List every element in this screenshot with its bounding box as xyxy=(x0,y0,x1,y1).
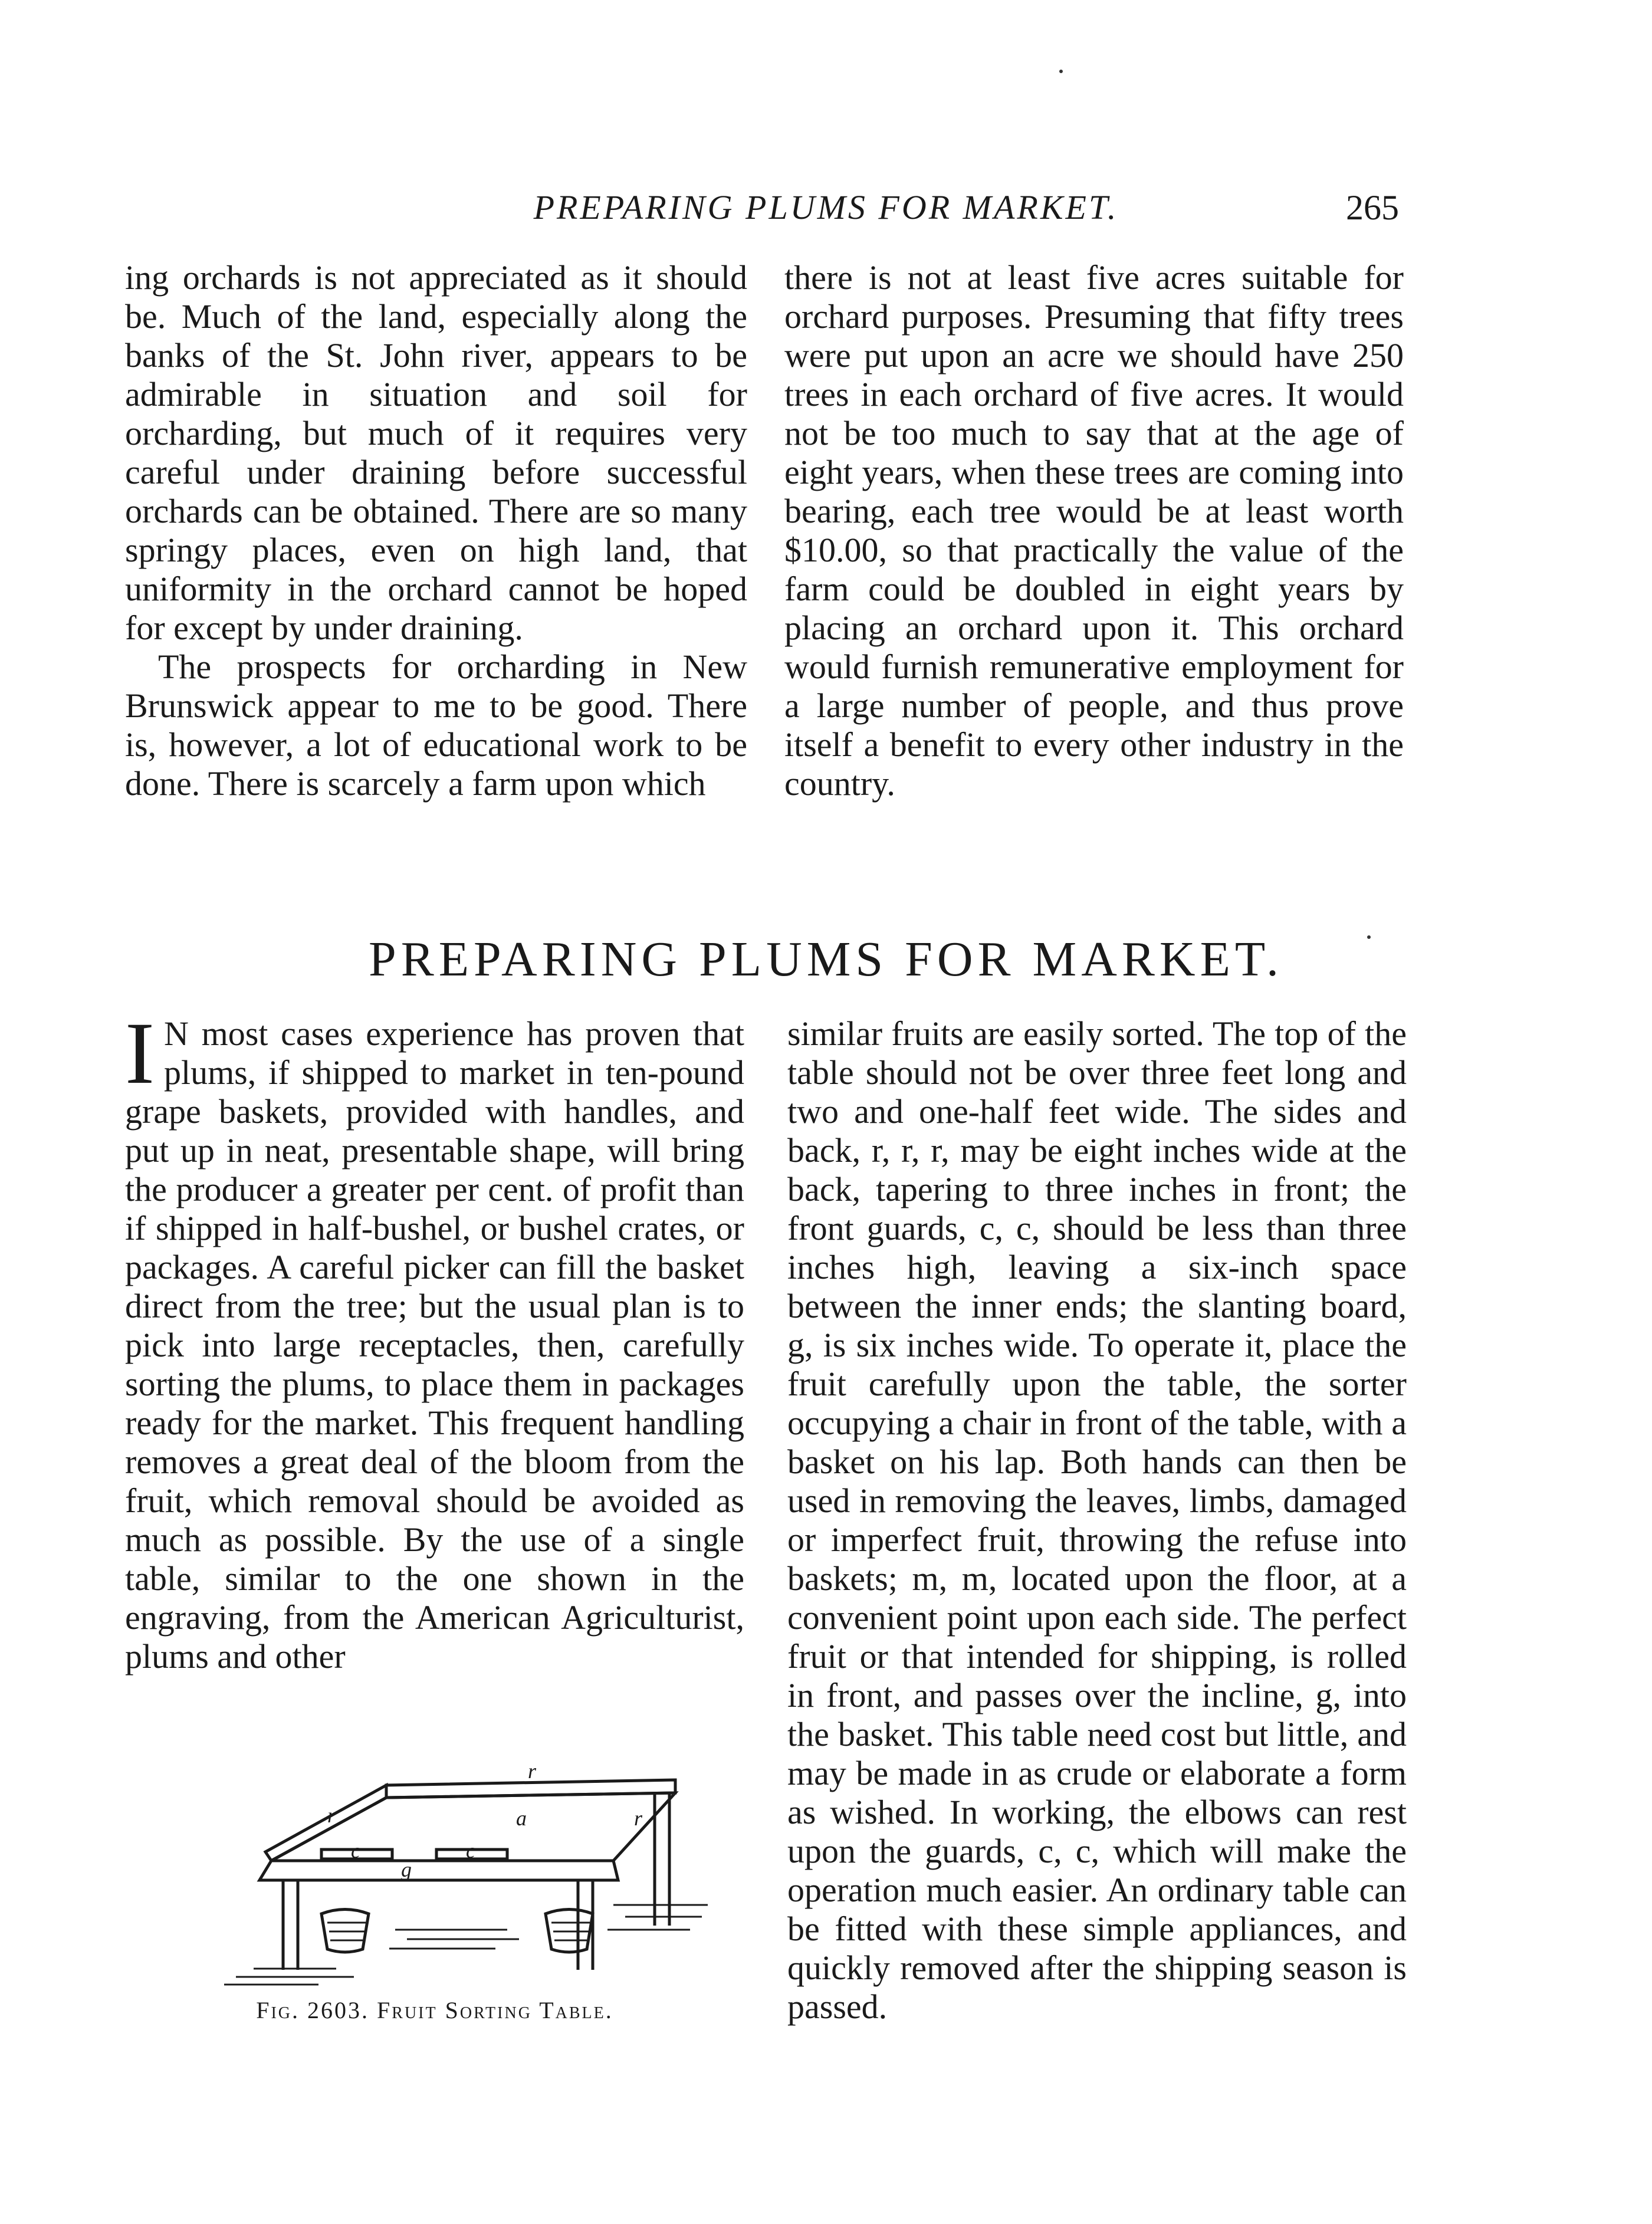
page-number: 265 xyxy=(1346,188,1399,227)
figure-label-r-left: r xyxy=(327,1803,336,1827)
drop-cap: I xyxy=(125,1004,155,1102)
article-lead-paragraph xyxy=(125,1004,744,1676)
article-right-text: similar fruits are easily sorted. The top of the table should not be over three feet long and two and one-half feet wide. The sides and back, r, r, r, may be eight inches wide at the back, tapering to three inches in front; the front guards, c, c, should be less than three inches high, leaving a six-inch space between the inner ends; the slanting board, g, is six inches wide. To operate it, place the fruit carefully upon the table, the sorter occupying a chair in front of the table, with a basket on his lap. Both hands can then be used in removing the leaves, limbs, damaged or imperfect fruit, throwing the refuse into baskets; m, m, located upon the floor, at a convenient point upon each side. The perfect fruit or that intended for shipping, is rolled in front, and passes over the incline, g, into the basket. This table need cost but little, and may be made in as crude or elaborate a form as wished. In working, the elbows can rest upon the guards, c, c, which will make the operation much easier. An ordinary table can be fitted with these simple appliances, and quickly removed after the shipping season is passed. xyxy=(787,1014,1407,2026)
fruit-sorting-table-illustration xyxy=(201,1710,720,1988)
article-left-column xyxy=(125,1004,744,1676)
top-right-column xyxy=(784,258,1404,803)
print-speck xyxy=(1059,70,1063,73)
article-title: PREPARING PLUMS FOR MARKET. xyxy=(369,932,1283,987)
paragraph: The prospects for orcharding in New Brunswick appear to me to be good. There is, however, a lot of educational work to be done. There is scarcely a farm upon which xyxy=(125,648,747,803)
article-right-column xyxy=(787,1014,1407,2026)
paragraph: ing orchards is not appreciated as it should be. Much of the land, especially along the banks of the St. John river, appears to be admirable in situation and soil for orcharding, but much of it requires very careful under draining before successful orchards can be obtained. There are so many springy places, even on high land, that uniformity in the orchard cannot be hoped for except by under draining. xyxy=(125,258,747,647)
top-left-column xyxy=(125,258,747,803)
paragraph: there is not at least five acres suitable for orchard purposes. Presuming that fifty trees were put upon an acre we should have 250 trees in each orchard of five acres. It would not be too much to say that at the age of eight years, when these trees are coming into bearing, each tree would be at least worth $10.00, so that practically the value of the farm could be doubled in eight years by placing an orchard upon it. This orchard would furnish remunerative employment for a large number of people, and thus prove itself a benefit to every other industry in the country. xyxy=(784,258,1404,803)
running-head xyxy=(0,188,1652,235)
figure-label-c-left: c xyxy=(351,1839,360,1862)
figure-label-c-right: c xyxy=(466,1839,475,1862)
figure-label-r-right: r xyxy=(634,1806,643,1830)
figure-label-a: a xyxy=(516,1806,527,1830)
article-left-text: N most cases experience has proven that plums, if shipped to market in ten-pound grape baskets, provided with handles, and put up in neat, presentable shape, will bring the producer a greater per cent. of profit than if shipped in half-bushel, or bushel crates, or packages. A careful picker can fill the basket direct from the tree; but the usual plan is to pick into large receptacles, then, carefully sorting the plums, to place them in packages ready for the market. This frequent handling removes a great deal of the bloom from the fruit, which removal should be avoided as much as possible. By the use of a single table, similar to the one shown in the engraving, from the American Agriculturist, plums and other xyxy=(125,1014,744,1676)
figure-label-g: g xyxy=(401,1858,412,1881)
running-title: PREPARING PLUMS FOR MARKET. xyxy=(533,188,1119,226)
figure-caption: Fig. 2603. Fruit Sorting Table. xyxy=(256,1997,613,2023)
figure-label-r-back: r xyxy=(528,1759,537,1783)
